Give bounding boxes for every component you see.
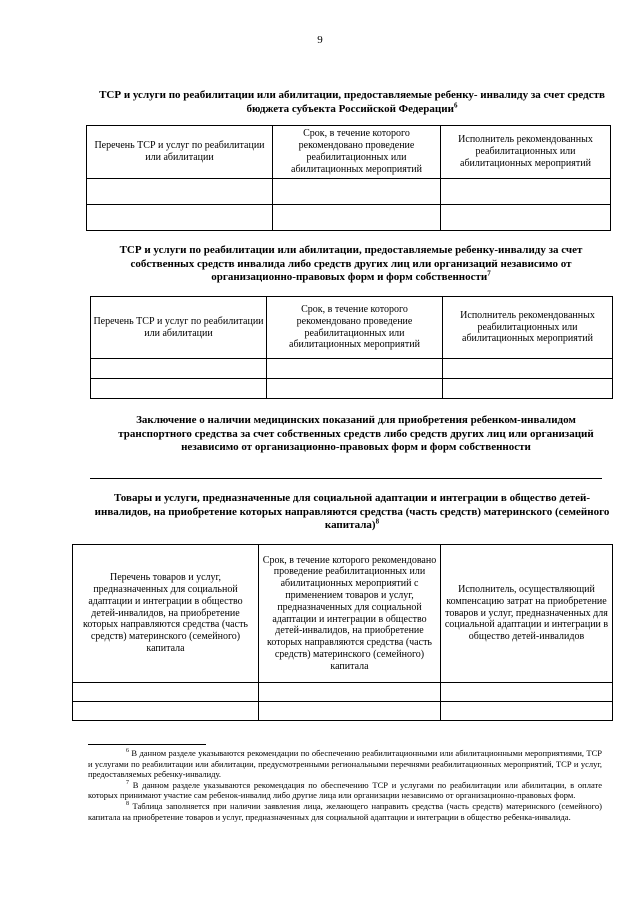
footnote-7: $^7$ В данном разделе указываются рекомендация по обеспечению ТСР и услугами по реабилитации или абилитации, в оплате которых принимают участие сам ребенок-инвалид либо другие лица или организации независимо от организационно-правовых форм.: [88, 779, 602, 801]
footnotes: [88, 748, 602, 822]
header-cell: Срок, в течение которого рекомендовано проведение реабилитационных или абилитационных мероприятий: [267, 297, 443, 359]
section4-table: [72, 544, 613, 721]
table-header-row: [91, 297, 613, 359]
table-cell[interactable]: [259, 702, 441, 721]
table-cell[interactable]: [273, 179, 441, 205]
footnote-ref-7: 7: [487, 269, 491, 278]
section4-title: Товары и услуги, предназначенные для социальной адаптации и интеграции в общество детей-инвалидов, на приобретение которых направляются средства (часть средств) материнского (семейного капитала): [94, 492, 610, 531]
page-number: 9: [317, 34, 323, 46]
table-cell[interactable]: [273, 205, 441, 231]
header-cell: Перечень ТСР и услуг по реабилитации или абилитации: [87, 126, 273, 179]
table-cell[interactable]: [441, 205, 611, 231]
answer-line: [90, 478, 602, 479]
table-row: [73, 683, 613, 702]
table-cell[interactable]: [259, 683, 441, 702]
table-cell[interactable]: [91, 379, 267, 399]
table-cell[interactable]: [91, 359, 267, 379]
footnote-8: $^8$ Таблица заполняется при наличии заявления лица, желающего направить средства (часть средств) материнского (семейного) капитала на приобретение товаров и услуг, предназначенных для социальной адаптации и интеграции в общество ребенка-инвалида.: [88, 800, 603, 822]
table-row: [73, 702, 613, 721]
footnote-ref-8: 8: [375, 517, 380, 526]
table-cell[interactable]: [267, 379, 443, 399]
table-row: [87, 205, 611, 231]
table-cell[interactable]: [443, 359, 613, 379]
table-cell[interactable]: [73, 702, 259, 721]
header-cell: Исполнитель рекомендованных реабилитационных или абилитационных мероприятий: [441, 126, 611, 179]
table-row: [87, 179, 611, 205]
header-cell: Перечень товаров и услуг, предназначенных для социальной адаптации и интеграции в общество детей-инвалидов, на приобретение которых направляются средства (часть средств) материнского (семейного) капитала: [73, 545, 259, 683]
table-cell[interactable]: [441, 702, 613, 721]
table-cell[interactable]: [87, 179, 273, 205]
section2-title: ТСР и услуги по реабилитации или абилитации, предоставляемые ребенку-инвалиду за счет собственных средств инвалида либо средств других лиц или организаций независимо от организационно-правовых форм и форм собственности: [119, 244, 583, 283]
footnote-ref-6: 6: [453, 100, 458, 109]
header-cell: Срок, в течение которого рекомендовано проведение реабилитационных или абилитационных мероприятий: [273, 126, 441, 179]
table-cell[interactable]: [73, 683, 259, 702]
table-cell[interactable]: [441, 683, 613, 702]
section1-title: ТСР и услуги по реабилитации или абилитации, предоставляемые ребенку- инвалиду за счет средств бюджета субъекта Российской Федерации: [99, 89, 605, 115]
table-cell[interactable]: [267, 359, 443, 379]
section3-title: Заключение о наличии медицинских показаний для приобретения ребенком-инвалидом транспортного средства за счет собственных средств либо средств других лиц или организаций независимо от организационно-правовых форм и форм собственности: [118, 414, 594, 453]
header-cell: Исполнитель рекомендованных реабилитационных или абилитационных мероприятий: [443, 297, 613, 359]
section2-table: [90, 296, 613, 399]
section1-heading: [92, 89, 612, 116]
footnote-separator: [88, 744, 206, 745]
table-cell[interactable]: [441, 179, 611, 205]
footnote-6: $^6$ В данном разделе указываются рекомендации по обеспечению реабилитационными или абилитационными мероприятиями, ТСР и услугами по реабилитации или абилитации, предусмотренными региональными перечнями реабилитационных мероприятий, ТСР и услуг, предоставляемых ребенку-инвалиду.: [88, 748, 603, 780]
section4-heading: [92, 492, 612, 533]
table-row: [91, 359, 613, 379]
section3-heading: [106, 414, 606, 455]
table-cell[interactable]: [443, 379, 613, 399]
table-header-row: [73, 545, 613, 683]
table-header-row: [87, 126, 611, 179]
header-cell: Исполнитель, осуществляющий компенсацию затрат на приобретение товаров и услуг, предназначенных для социальной адаптации и интеграции в общество детей-инвалидов: [441, 545, 613, 683]
header-cell: Срок, в течение которого рекомендовано проведение реабилитационных или абилитационных мероприятий с применением товаров и услуг, предназначенных для социальной адаптации и интеграции в общество детей-инвалидов, на приобретение которых направляются средства (часть средств) материнского (семейного) капитала: [259, 545, 441, 683]
section2-heading: [90, 244, 612, 285]
table-cell[interactable]: [87, 205, 273, 231]
header-cell: Перечень ТСР и услуг по реабилитации или абилитации: [91, 297, 267, 359]
table-row: [91, 379, 613, 399]
section1-table: [86, 125, 611, 231]
